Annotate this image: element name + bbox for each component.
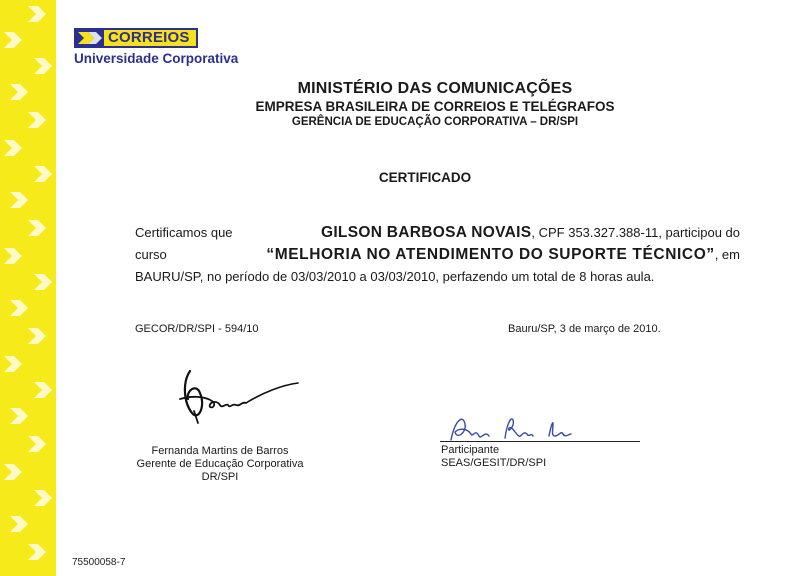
course-suffix: , em [714, 247, 740, 262]
body-line-1 [135, 222, 740, 244]
manager-signer-block [125, 445, 315, 484]
logo-subtitle: Universidade Corporativa [74, 51, 239, 66]
logo-brand: CORREIOS [104, 28, 198, 48]
manager-name: Fernanda Martins de Barros [151, 445, 289, 457]
ministry-heading: MINISTÉRIO DAS COMUNICAÇÕES [297, 80, 573, 97]
body-line-2 [135, 244, 740, 266]
serial-number: 75500058-7 [72, 557, 126, 568]
participant-role: Participante [441, 444, 500, 456]
participant-signer-block [441, 444, 546, 470]
correios-logo [74, 28, 238, 66]
correios-emblem-icon [74, 28, 104, 48]
course-prefix: curso [135, 247, 167, 262]
certificate-title: CERTIFICADO [378, 170, 472, 185]
place-date: Bauru/SP, 3 de março de 2010. [508, 323, 661, 335]
reference-code: GECOR/DR/SPI - 594/10 [135, 323, 259, 335]
company-heading: EMPRESA BRASILEIRA DE CORREIOS E TELÉGRAFOS [255, 99, 615, 114]
recipient-name: GILSON BARBOSA NOVAIS [320, 224, 532, 241]
certificate-body [135, 222, 740, 288]
participant-unit: SEAS/GESIT/DR/SPI [441, 457, 547, 469]
manager-signature [172, 363, 312, 433]
manager-unit: DR/SPI [201, 471, 239, 483]
period-text: BAURU/SP, no período de 03/03/2010 a 03/03/2010, perfazendo um total de 8 horas aula. [135, 269, 655, 284]
manager-role: Gerente de Educação Corporativa [136, 458, 304, 470]
intro-text: Certificamos que [135, 225, 233, 240]
department-heading: GERÊNCIA DE EDUCAÇÃO CORPORATIVA – DR/SPI [291, 116, 579, 128]
decorative-stripe [0, 0, 56, 576]
arrow-pattern-icon [0, 0, 56, 576]
body-line-3 [135, 266, 740, 288]
cpf-text: , CPF 353.327.388-11, participou do [531, 225, 740, 240]
course-name: “MELHORIA NO ATENDIMENTO DO SUPORTE TÉCNICO” [266, 246, 715, 263]
participant-signature-line [440, 441, 640, 442]
